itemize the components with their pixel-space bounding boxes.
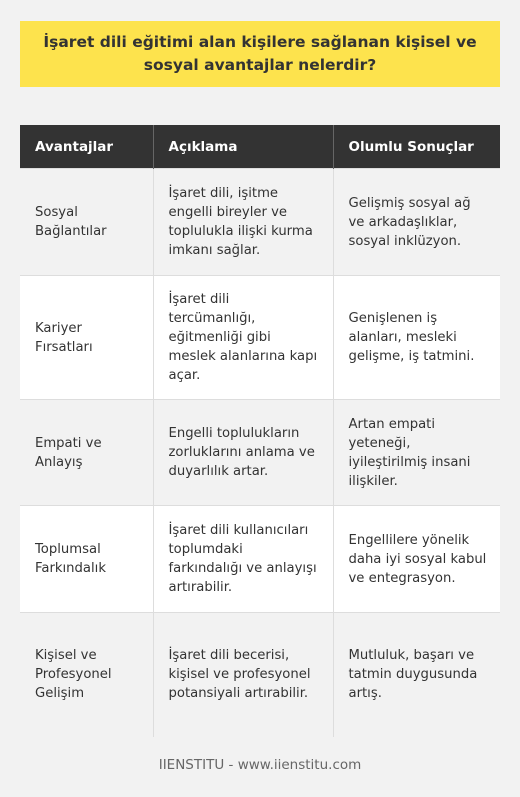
benefits-table xyxy=(20,125,500,737)
column-header-description: Açıklama xyxy=(153,125,333,169)
outcome-cell: Artan empati yeteneği, iyileştirilmiş insani ilişkiler. xyxy=(333,400,500,506)
page-title: İşaret dili eğitimi alan kişilere sağlanan kişisel ve sosyal avantajlar nelerdir? xyxy=(43,33,477,74)
table-row xyxy=(20,400,500,506)
benefit-cell: Empati ve Anlayış xyxy=(20,400,153,506)
footer-credit: IIENSTITU - www.iienstitu.com xyxy=(158,757,362,773)
description-cell: İşaret dili tercümanlığı, eğitmenliği gibi meslek alanlarına kapı açar. xyxy=(153,276,333,400)
table-row xyxy=(20,169,500,276)
benefit-cell: Kariyer Fırsatları xyxy=(20,276,153,400)
benefit-cell: Toplumsal Farkındalık xyxy=(20,506,153,613)
table-header-row xyxy=(20,125,500,169)
description-cell: Engelli toplulukların zorluklarını anlama ve duyarlılık artar. xyxy=(153,400,333,506)
description-cell: İşaret dili becerisi, kişisel ve profesyonel potansiyali artırabilir. xyxy=(153,613,333,737)
benefit-cell: Kişisel ve Profesyonel Gelişim xyxy=(20,613,153,737)
table-row xyxy=(20,506,500,613)
column-header-benefits: Avantajlar xyxy=(20,125,153,169)
table-row xyxy=(20,613,500,737)
outcome-cell: Genişlenen iş alanları, mesleki gelişme, iş tatmini. xyxy=(333,276,500,400)
outcome-cell: Gelişmiş sosyal ağ ve arkadaşlıklar, sosyal inklüzyon. xyxy=(333,169,500,276)
outcome-cell: Mutluluk, başarı ve tatmin duygusunda artış. xyxy=(333,613,500,737)
description-cell: İşaret dili, işitme engelli bireyler ve toplulukla ilişki kurma imkanı sağlar. xyxy=(153,169,333,276)
outcome-cell: Engellilere yönelik daha iyi sosyal kabul ve entegrasyon. xyxy=(333,506,500,613)
description-cell: İşaret dili kullanıcıları toplumdaki farkındalığı ve anlayışı artırabilir. xyxy=(153,506,333,613)
title-banner xyxy=(20,21,500,87)
column-header-positive-outcomes: Olumlu Sonuçlar xyxy=(333,125,500,169)
table-row xyxy=(20,276,500,400)
benefit-cell: Sosyal Bağlantılar xyxy=(20,169,153,276)
